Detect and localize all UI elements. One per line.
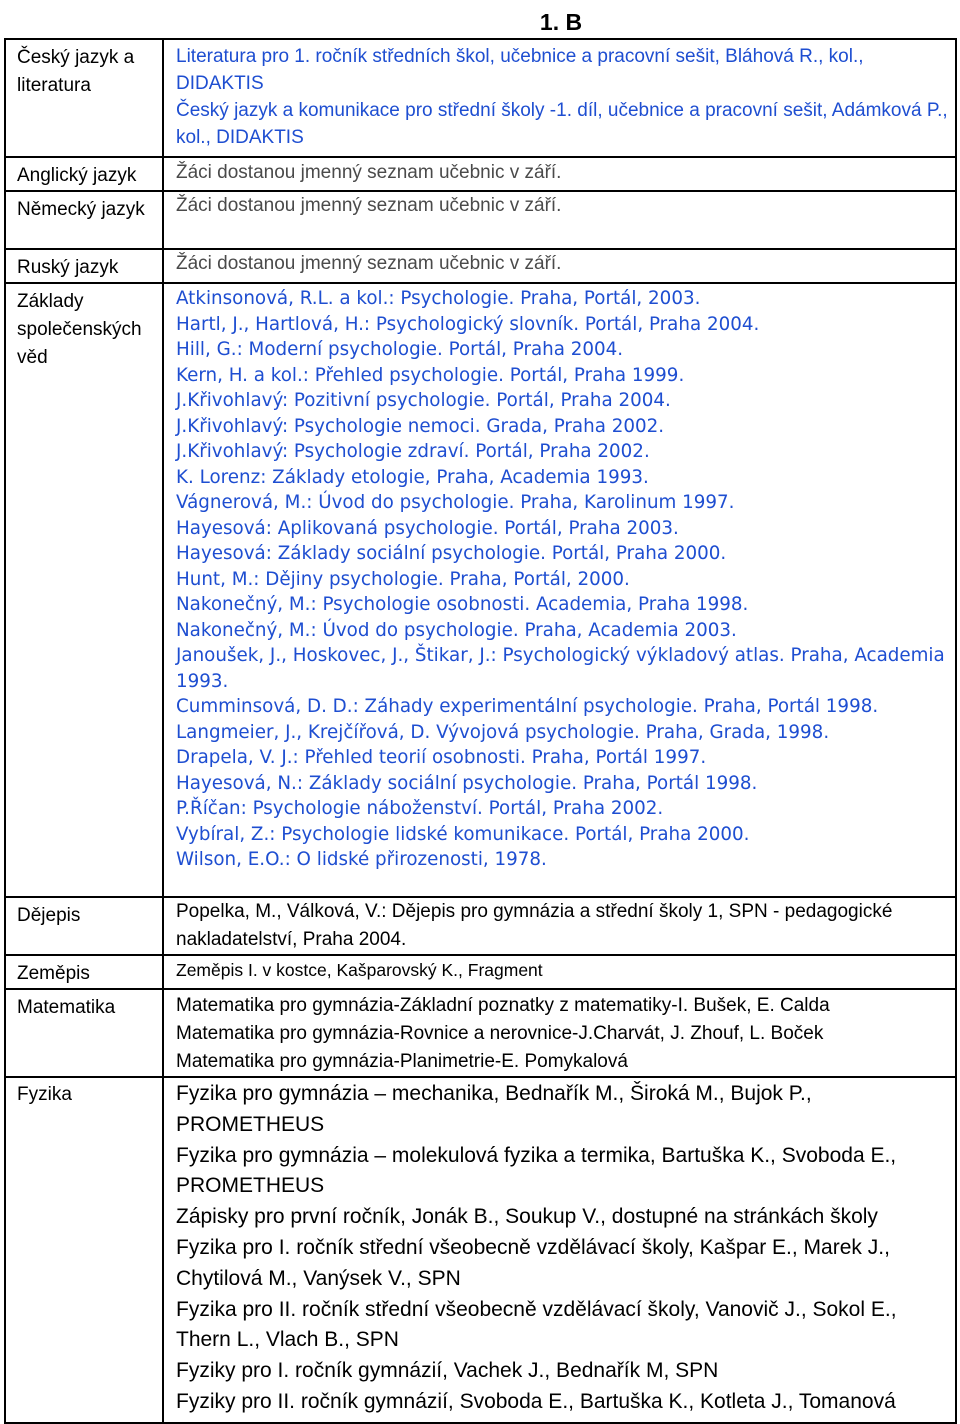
row-rusky-jazyk xyxy=(5,249,956,283)
book-entry: Atkinsonová, R.L. a kol.: Psychologie. Praha, Portál, 2003. xyxy=(176,288,701,309)
note-entry: Žáci dostanou jmenný seznam učebnic v září. xyxy=(176,162,562,183)
book-entry: Langmeier, J., Krejčířová, D. Vývojová psychologie. Praha, Grada, 1998. xyxy=(176,721,830,743)
book-entry: J.Křivohlavý: Psychologie zdraví. Portál, Praha 2002. xyxy=(176,441,650,462)
row-nemecky-jazyk xyxy=(5,191,956,249)
row-anglicky-jazyk xyxy=(5,157,956,191)
subject-cell: Zeměpis xyxy=(5,955,163,989)
content-cell xyxy=(163,989,956,1077)
content-cell xyxy=(163,1077,956,1423)
book-entry: Vágnerová, M.: Úvod do psychologie. Praha, Karolinum 1997. xyxy=(176,492,735,513)
book-entry: Zápisky pro první ročník, Jonák B., Soukup V., dostupné na stránkách školy xyxy=(176,1205,878,1229)
row-zemepis xyxy=(5,955,956,989)
book-entry: Matematika pro gymnázia-Planimetrie-E. Pomykalová xyxy=(176,1051,628,1072)
book-entry: Kern, H. a kol.: Přehled psychologie. Portál, Praha 1999. xyxy=(176,364,685,386)
book-entry: Nakonečný, M.: Úvod do psychologie. Praha, Academia 2003. xyxy=(176,619,737,641)
book-entry: Hayesová: Aplikovaná psychologie. Portál, Praha 2003. xyxy=(176,517,679,539)
book-entry: K. Lorenz: Základy etologie, Praha, Academia 1993. xyxy=(176,466,649,488)
book-entry: Vybíral, Z.: Psychologie lidské komunikace. Portál, Praha 2000. xyxy=(176,823,750,845)
curriculum-table xyxy=(4,38,957,1424)
book-entry: Matematika pro gymnázia-Základní poznatky z matematiky-I. Bušek, E. Calda xyxy=(176,995,830,1016)
content-cell xyxy=(163,955,956,989)
note-entry: Žáci dostanou jmenný seznam učebnic v září. xyxy=(176,253,562,274)
content-cell xyxy=(163,249,956,283)
book-entry: Literatura pro 1. ročník středních škol, učebnice a pracovní sešit, Bláhová R., kol., DIDAKTIS xyxy=(176,46,864,94)
subject-cell: Ruský jazyk xyxy=(5,249,163,283)
book-entry: Hayesová: Základy sociální psychologie. Portál, Praha 2000. xyxy=(176,543,727,564)
book-entry: Wilson, E.O.: O lidské přirozenosti, 1978. xyxy=(176,849,547,870)
book-entry: Fyzika pro gymnázia – mechanika, Bednařík M., Široká M., Bujok P., PROMETHEUS xyxy=(176,1082,812,1136)
subject-cell: Německý jazyk xyxy=(5,191,163,249)
row-matematika xyxy=(5,989,956,1077)
row-zsv xyxy=(5,283,956,897)
row-dejepis xyxy=(5,897,956,955)
row-cesky-jazyk xyxy=(5,39,956,157)
book-entry: Hartl, J., Hartlová, H.: Psychologický slovník. Portál, Praha 2004. xyxy=(176,313,760,335)
content-cell xyxy=(163,283,956,897)
book-entry: J.Křivohlavý: Pozitivní psychologie. Portál, Praha 2004. xyxy=(176,390,671,411)
book-entry: Fyzika pro II. ročník střední všeobecně vzdělávací školy, Vanovič J., Sokol E., Thern L., Vlach B., SPN xyxy=(176,1297,897,1352)
class-title: 1. B xyxy=(539,8,583,35)
book-entry: P.Říčan: Psychologie náboženství. Portál, Praha 2002. xyxy=(176,798,664,819)
subject-cell: Základy společenských věd xyxy=(5,283,163,897)
book-entry: Fyzika pro gymnázia – molekulová fyzika a termika, Bartuška K., Svoboda E., PROMETHEUS xyxy=(176,1143,897,1198)
book-entry: Cumminsová, D. D.: Záhady experimentální psychologie. Praha, Portál 1998. xyxy=(176,696,879,717)
book-entry: Hayesová, N.: Základy sociální psychologie. Praha, Portál 1998. xyxy=(176,772,758,794)
book-entry: Český jazyk a komunikace pro střední školy -1. díl, učebnice a pracovní sešit, Adámková P., kol., DIDAKTIS xyxy=(176,100,948,148)
content-cell xyxy=(163,157,956,191)
book-entry: Fyziky pro II. ročník gymnázií, Svoboda E., Bartuška K., Kotleta J., Tomanová xyxy=(176,1389,896,1413)
book-entry: Fyziky pro I. ročník gymnázií, Vachek J., Bednařík M, SPN xyxy=(176,1359,719,1383)
book-entry: Zeměpis I. v kostce, Kašparovský K., Fragment xyxy=(176,960,543,980)
book-entry: Fyzika pro I. ročník střední všeobecně vzdělávací školy, Kašpar E., Marek J., Chytilová M., Vanýsek V., SPN xyxy=(176,1235,890,1290)
content-cell xyxy=(163,39,956,157)
book-entry: Nakonečný, M.: Psychologie osobnosti. Academia, Praha 1998. xyxy=(176,594,749,615)
book-entry: Hunt, M.: Dějiny psychologie. Praha, Portál, 2000. xyxy=(176,568,630,590)
book-entry: Hill, G.: Moderní psychologie. Portál, Praha 2004. xyxy=(176,339,624,360)
subject-cell: Matematika xyxy=(5,989,163,1077)
subject-cell: Český jazyk a literatura xyxy=(5,39,163,157)
subject-cell: Dějepis xyxy=(5,897,163,955)
book-entry: Matematika pro gymnázia-Rovnice a nerovnice-J.Charvát, J. Zhouf, L. Boček xyxy=(176,1023,824,1044)
book-entry: Janoušek, J., Hoskovec, J., Štikar, J.: Psychologický výkladový atlas. Praha, Academia 1993. xyxy=(176,645,951,692)
row-fyzika xyxy=(5,1077,956,1423)
book-entry: J.Křivohlavý: Psychologie nemoci. Grada, Praha 2002. xyxy=(176,415,665,437)
subject-cell: Fyzika xyxy=(5,1077,163,1423)
content-cell xyxy=(163,191,956,249)
content-cell xyxy=(163,897,956,955)
subject-cell: Anglický jazyk xyxy=(5,157,163,191)
book-entry: Popelka, M., Válková, V.: Dějepis pro gymnázia a střední školy 1, SPN - pedagogické nakladatelství, Praha 2004. xyxy=(176,901,893,950)
note-entry: Žáci dostanou jmenný seznam učebnic v září. xyxy=(176,195,562,216)
book-entry: Drapela, V. J.: Přehled teorií osobnosti. Praha, Portál 1997. xyxy=(176,747,707,768)
